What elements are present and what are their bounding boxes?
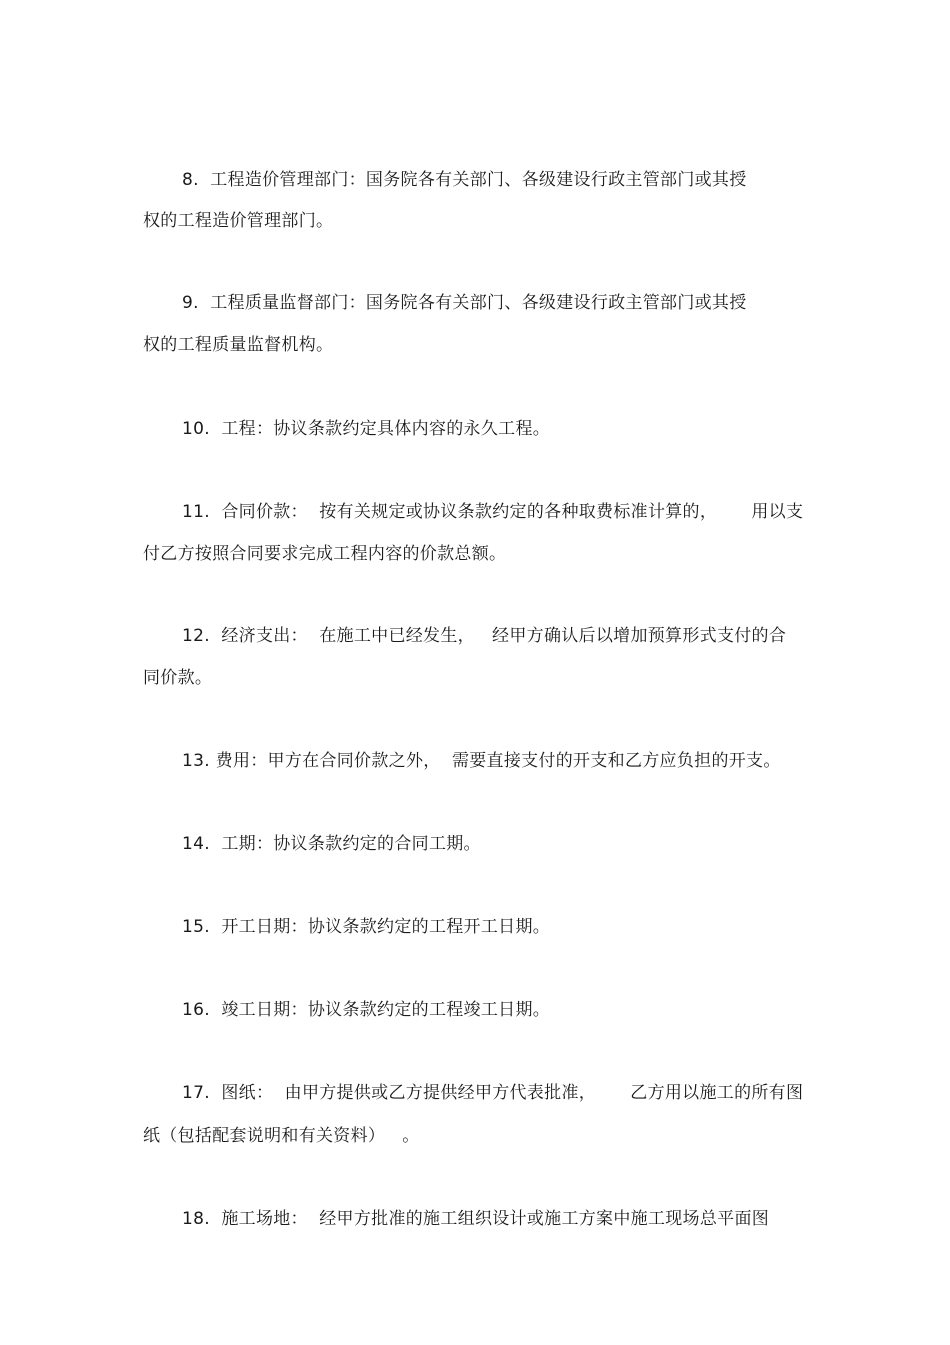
clause-8-line-2: 权的工程造价管理部门。: [143, 211, 334, 231]
clause-18-line-1: 18. 施工场地： 经甲方批准的施工组织设计或施工方案中施工现场总平面图: [182, 1209, 770, 1229]
clause-12-line-1: 12. 经济支出： 在施工中已经发生， 经甲方确认后以增加预算形式支付的合: [182, 626, 787, 646]
clause-11-line-2: 付乙方按照合同要求完成工程内容的价款总额。: [143, 544, 507, 564]
clause-14-line-1: 14. 工期：协议条款约定的合同工期。: [182, 834, 481, 854]
clause-8-line-1: 8. 工程造价管理部门：国务院各有关部门、各级建设行政主管部门或其授: [182, 170, 747, 190]
clause-9-line-1: 9. 工程质量监督部门：国务院各有关部门、各级建设行政主管部门或其授: [182, 293, 747, 313]
clause-9-line-2: 权的工程质量监督机构。: [143, 335, 334, 355]
clause-17-line-1: 17. 图纸： 由甲方提供或乙方提供经甲方代表批准， 乙方用以施工的所有图: [182, 1083, 804, 1103]
clause-17-line-2: 纸（包括配套说明和有关资料） 。: [143, 1126, 420, 1146]
clause-13-line-1: 13. 费用：甲方在合同价款之外， 需要直接支付的开支和乙方应负担的开支。: [182, 751, 781, 771]
clause-10-line-1: 10. 工程：协议条款约定具体内容的永久工程。: [182, 419, 551, 439]
clause-16-line-1: 16. 竣工日期：协议条款约定的工程竣工日期。: [182, 1000, 551, 1020]
clause-12-line-2: 同价款。: [143, 668, 213, 688]
clause-11-line-1: 11. 合同价款： 按有关规定或协议条款约定的各种取费标准计算的， 用以支: [182, 502, 804, 522]
clause-15-line-1: 15. 开工日期：协议条款约定的工程开工日期。: [182, 917, 551, 937]
